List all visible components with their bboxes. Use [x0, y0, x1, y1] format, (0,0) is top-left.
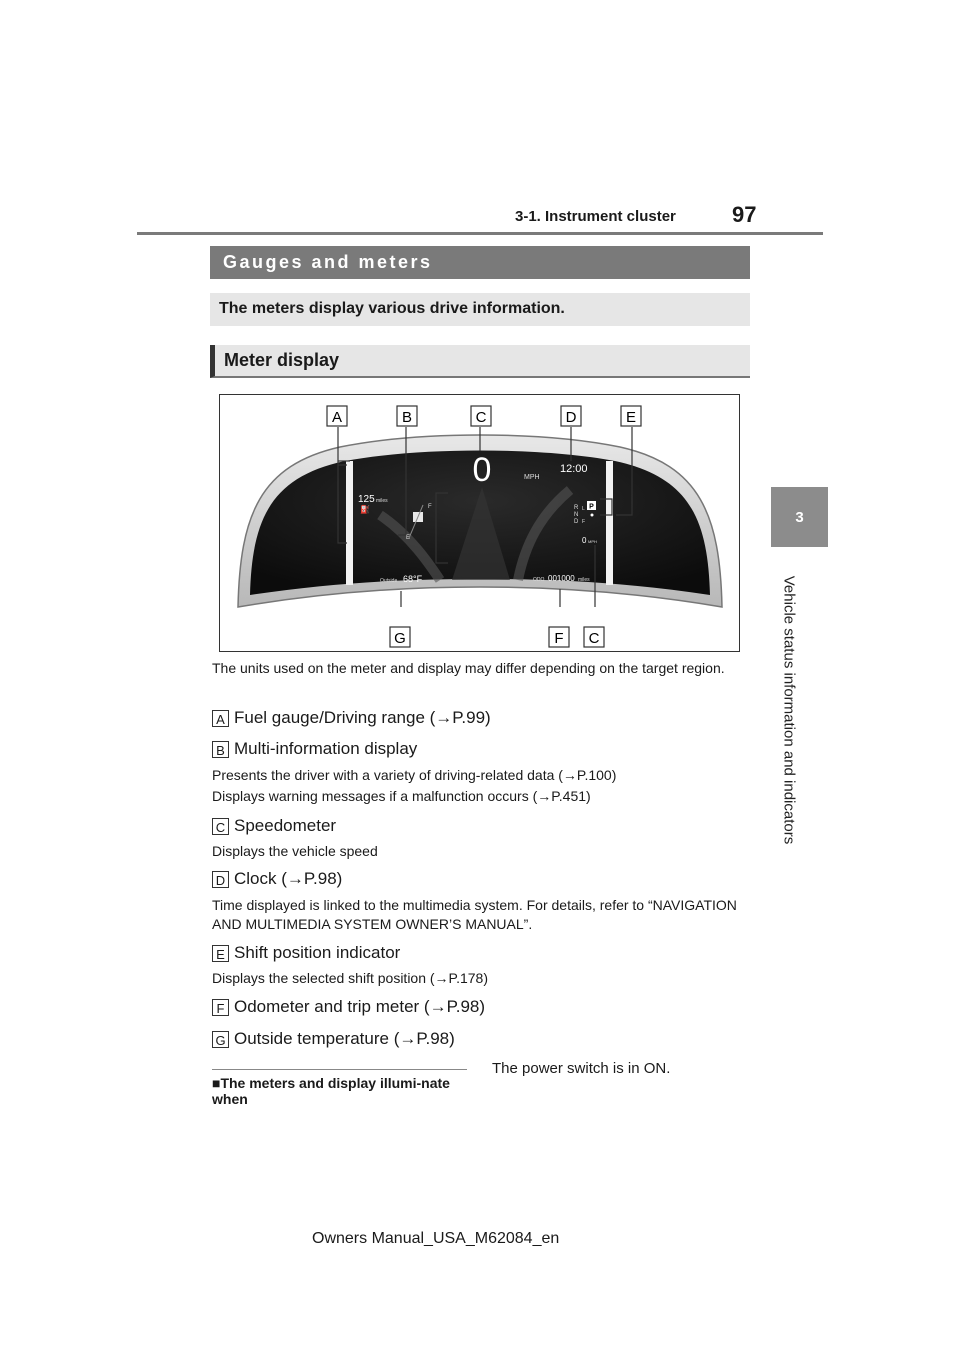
condition-divider	[212, 1069, 467, 1070]
item-d-desc: Time displayed is linked to the multimedia system. For details, refer to “NAVIGATION AND MULTIMEDIA SYSTEM OWNER’S MANUAL”.	[212, 897, 737, 932]
chapter-side-title	[771, 555, 807, 865]
outside-temp: 68°F	[403, 574, 423, 584]
units-note: The units used on the meter and display may differ depending on the target region.	[212, 660, 725, 676]
item-f	[212, 997, 485, 1017]
condition-label: ■The meters and display illumi-nate when	[212, 1075, 450, 1107]
callout-a: A	[331, 409, 343, 426]
item-e-title: Shift position indicator	[234, 943, 401, 962]
item-a	[212, 708, 491, 728]
callout-c-top: C	[475, 409, 487, 426]
callout-c-bottom: C	[588, 630, 600, 647]
small-speed-unit: MPH	[588, 539, 597, 544]
item-g	[212, 1029, 455, 1049]
shift-l: L	[582, 506, 585, 512]
odo-unit: miles	[578, 577, 590, 583]
letter-box-a: A	[212, 710, 229, 727]
item-a-title[interactable]: Fuel gauge/Driving range (→P.99)	[234, 708, 491, 727]
letter-box-g: G	[212, 1031, 229, 1048]
item-b-desc-1[interactable]: Presents the driver with a variety of driving-related data (→P.100)	[212, 767, 617, 783]
fuel-pump-icon: ⛽	[360, 505, 370, 514]
letter-box-b: B	[212, 741, 229, 758]
callout-group-top	[327, 406, 641, 426]
fuel-full-label: F	[428, 504, 432, 510]
callout-f: F	[554, 630, 564, 647]
subheading: Meter display	[210, 345, 750, 378]
letter-box-d: D	[212, 871, 229, 888]
letter-box-f: F	[212, 999, 229, 1016]
fuel-empty-label: E	[406, 535, 411, 541]
callout-g: G	[394, 630, 406, 647]
speed-value: 0	[472, 451, 492, 489]
odo-label: ODO	[533, 577, 545, 583]
range-value: 125	[358, 494, 375, 505]
range-unit: miles	[376, 498, 388, 504]
item-b	[212, 739, 417, 759]
item-c-desc: Displays the vehicle speed	[212, 843, 378, 859]
intro-text: The meters display various drive information.	[210, 293, 750, 326]
page-number: 97	[732, 202, 757, 227]
item-c	[212, 816, 336, 836]
chapter-side-title-text: Vehicle status information and indicators	[780, 575, 798, 845]
condition-text: The power switch is in ON.	[492, 1060, 671, 1077]
odo-value: 001000	[548, 574, 575, 583]
header-divider	[137, 232, 823, 235]
item-e	[212, 943, 400, 963]
callout-group-bottom	[390, 627, 604, 647]
item-d	[212, 869, 342, 889]
callout-b: B	[401, 409, 413, 426]
callout-d: D	[565, 409, 577, 426]
item-d-title[interactable]: Clock (→P.98)	[234, 869, 343, 888]
item-c-title: Speedometer	[234, 816, 337, 835]
item-f-title[interactable]: Odometer and trip meter (→P.98)	[234, 997, 486, 1016]
item-b-desc-2[interactable]: Displays warning messages if a malfunction occurs (→P.451)	[212, 788, 591, 804]
item-g-title[interactable]: Outside temperature (→P.98)	[234, 1029, 455, 1048]
item-e-desc[interactable]: Displays the selected shift position (→P.178)	[212, 970, 488, 986]
shift-f: F	[582, 519, 586, 525]
shift-p: P	[589, 503, 594, 511]
small-speed-value: 0	[582, 536, 587, 545]
meter-illustration	[220, 395, 739, 651]
shift-n: N	[574, 512, 579, 518]
footer-doc-id: Owners Manual_USA_M62084_en	[312, 1230, 560, 1247]
shift-d: D	[574, 519, 579, 525]
section-title: 3-1. Instrument cluster	[515, 208, 676, 225]
letter-box-e: E	[212, 945, 229, 962]
shift-r: R	[574, 505, 579, 511]
item-b-title: Multi-information display	[234, 739, 418, 758]
meter-figure	[219, 394, 740, 652]
section-heading: Gauges and meters	[210, 246, 750, 279]
chapter-tab[interactable]: 3	[771, 487, 828, 547]
speed-unit: MPH	[524, 474, 540, 481]
callout-e: E	[625, 409, 637, 426]
outside-label: Outside	[380, 578, 398, 584]
clock-value: 12:00	[560, 463, 588, 475]
letter-box-c: C	[212, 818, 229, 835]
